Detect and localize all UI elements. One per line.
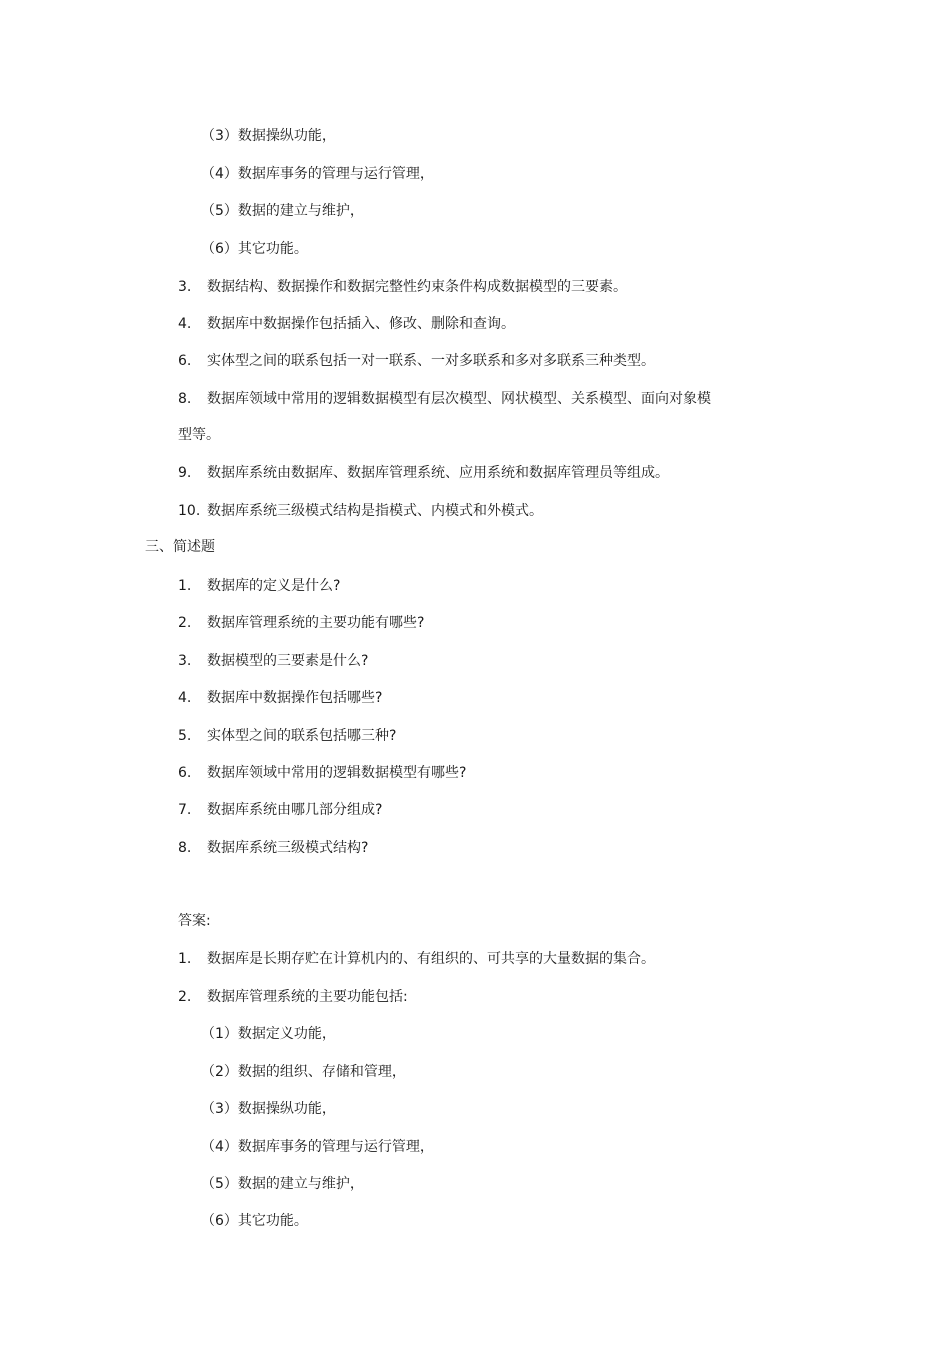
item-number: 2.	[178, 989, 192, 1005]
question-item	[178, 800, 382, 820]
sub-item: （1）数据定义功能，	[201, 1026, 336, 1042]
sub-item: （4）数据库事务的管理与运行管理，	[201, 1139, 434, 1155]
question-item	[178, 838, 368, 858]
item-text: 数据库领域中常用的逻辑数据模型有哪些?	[207, 765, 467, 781]
item-text: 数据库的定义是什么?	[207, 578, 341, 594]
question-item	[178, 613, 424, 633]
answer-item	[178, 949, 655, 969]
question-item	[178, 688, 382, 708]
item-text: 数据结构、数据操作和数据完整性约束条件构成数据模型的三要素。	[207, 279, 627, 295]
item-number: 4.	[178, 690, 192, 706]
sub-item: （6）其它功能。	[201, 1213, 308, 1229]
item-number: 8.	[178, 840, 192, 856]
item-text: 数据库系统由数据库、数据库管理系统、应用系统和数据库管理员等组成。	[207, 465, 669, 481]
item-text: 数据模型的三要素是什么?	[207, 653, 369, 669]
item-number: 7.	[178, 802, 192, 818]
item-number: 9.	[178, 465, 192, 481]
item-text: 数据库是长期存贮在计算机内的、有组织的、可共享的大量数据的集合。	[207, 951, 655, 967]
item-text: 实体型之间的联系包括一对一联系、一对多联系和多对多联系三种类型。	[207, 353, 655, 369]
sub-item: （6）其它功能。	[201, 241, 308, 257]
list-item	[178, 389, 711, 409]
item-number: 2.	[178, 615, 192, 631]
item-number: 4.	[178, 316, 192, 332]
question-item	[178, 651, 368, 671]
sub-item: （3）数据操纵功能，	[201, 1101, 336, 1117]
item-number: 3.	[178, 653, 192, 669]
item-text: 数据库中数据操作包括插入、修改、删除和查询。	[207, 316, 515, 332]
item-text-continuation: 型等。	[178, 427, 220, 443]
sub-item: （2）数据的组织、存储和管理，	[201, 1064, 406, 1080]
item-number: 6.	[178, 353, 192, 369]
item-number: 1.	[178, 578, 192, 594]
question-item	[178, 763, 466, 783]
list-item	[178, 351, 655, 371]
item-text: 数据库系统三级模式结构?	[207, 840, 369, 856]
list-item	[178, 501, 543, 521]
item-text: 数据库管理系统的主要功能有哪些?	[207, 615, 425, 631]
item-text: 数据库系统由哪几部分组成?	[207, 802, 383, 818]
question-item	[178, 576, 340, 596]
list-item	[178, 463, 669, 483]
section-title: 三、简述题	[145, 539, 215, 555]
item-number: 3.	[178, 279, 192, 295]
answer-item	[178, 987, 408, 1007]
answer-label: 答案:	[178, 913, 211, 929]
item-text: 数据库中数据操作包括哪些?	[207, 690, 383, 706]
item-number: 10.	[178, 503, 201, 519]
item-number: 6.	[178, 765, 192, 781]
list-item	[178, 314, 515, 334]
item-number: 5.	[178, 728, 192, 744]
sub-item: （5）数据的建立与维护，	[201, 203, 364, 219]
item-text: 数据库领域中常用的逻辑数据模型有层次模型、网状模型、关系模型、面向对象模	[207, 391, 711, 407]
item-text: 数据库管理系统的主要功能包括:	[207, 989, 408, 1005]
item-text: 数据库系统三级模式结构是指模式、内模式和外模式。	[207, 503, 543, 519]
item-number: 1.	[178, 951, 192, 967]
sub-item: （3）数据操纵功能，	[201, 128, 336, 144]
sub-item: （5）数据的建立与维护，	[201, 1176, 364, 1192]
item-number: 8.	[178, 391, 192, 407]
sub-item: （4）数据库事务的管理与运行管理，	[201, 166, 434, 182]
list-item	[178, 277, 627, 297]
item-text: 实体型之间的联系包括哪三种?	[207, 728, 397, 744]
question-item	[178, 726, 396, 746]
